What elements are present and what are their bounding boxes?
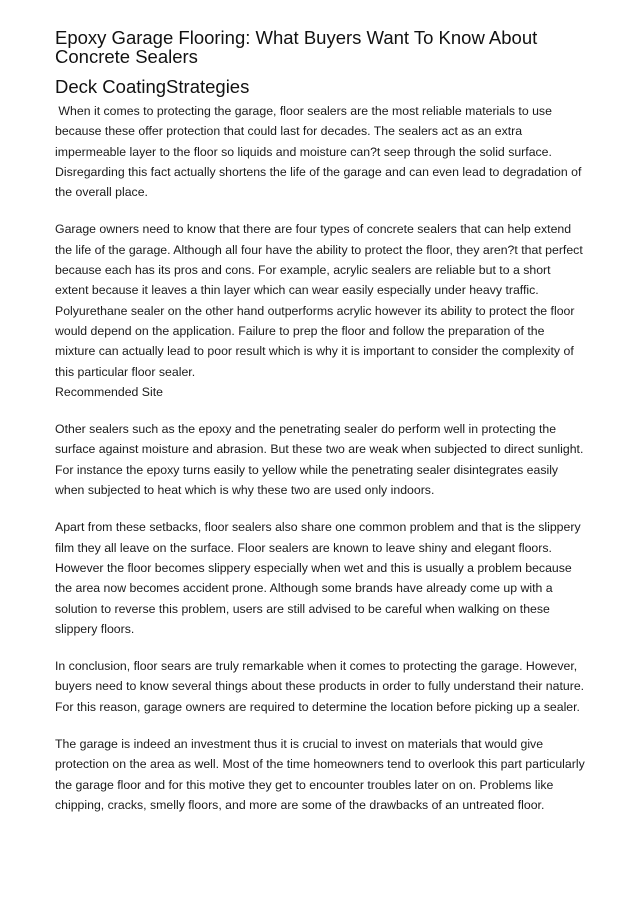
- document-subtitle: Deck CoatingStrategies: [55, 76, 250, 97]
- paragraph-conclusion: In conclusion, floor sears are truly remarkable when it comes to protecting the garage. However, buyers need to know several things about these products in order to fully understand their nature. For this reason, garage owners are required to determine the location before picking up a sealer.: [55, 659, 585, 714]
- paragraph-sealer-types: Garage owners need to know that there are four types of concrete sealers that can help extend the life of the garage. Although all four have the ability to protect the floor, they aren?t that perfect because each has its pros and cons. For example, acrylic sealers are reliable but to a short extent because it leaves a thin layer which can wear easily especially under heavy traffic. Polyurethane sealer on the other hand outperforms acrylic however its ability to protect the floor would depend on the application. Failure to prep the floor and follow the preparation of the mixture can actually lead to poor result which is why it is important to consider the complexity of this particular floor sealer.: [55, 222, 583, 379]
- document-title: Epoxy Garage Flooring: What Buyers Want To Know About Concrete Sealers: [55, 27, 538, 67]
- paragraph-intro: When it comes to protecting the garage, floor sealers are the most reliable materials to use because these offer protection that could last for decades. The sealers act as an extra impermeable layer to the floor so liquids and moisture can?t seep through the solid surface. Disregarding this fact actually shortens the life of the garage and can even lead to degradation of the overall place.: [55, 104, 585, 200]
- paragraph-epoxy-penetrating: Other sealers such as the epoxy and the penetrating sealer do perform well in protecting the surface against moisture and abrasion. But these two are weak when subjected to direct sunlight. For instance the epoxy turns easily to yellow while the penetrating sealer disintegrates easily when subjected to heat which is why these two are used only indoors.: [55, 422, 584, 498]
- paragraph-slippery-film: Apart from these setbacks, floor sealers also share one common problem and that is the slippery film they all leave on the surface. Floor sealers are known to leave shiny and elegant floors. However the floor becomes slippery especially when wet and this is usually a problem because the area now becomes accident prone. Although some brands have already come up with a solution to reverse this problem, users are still advised to be careful when walking on these slippery floors.: [55, 520, 581, 636]
- recommended-site-link[interactable]: Recommended Site: [55, 384, 163, 399]
- document-page: [55, 28, 585, 832]
- paragraph-investment: The garage is indeed an investment thus it is crucial to invest on materials that would give protection on the area as well. Most of the time homeowners tend to overlook this part particularly the garage floor and for this motive they get to encounter troubles later on on. Problems like chipping, cracks, smelly floors, and more are some of the drawbacks of an untreated floor.: [55, 737, 585, 812]
